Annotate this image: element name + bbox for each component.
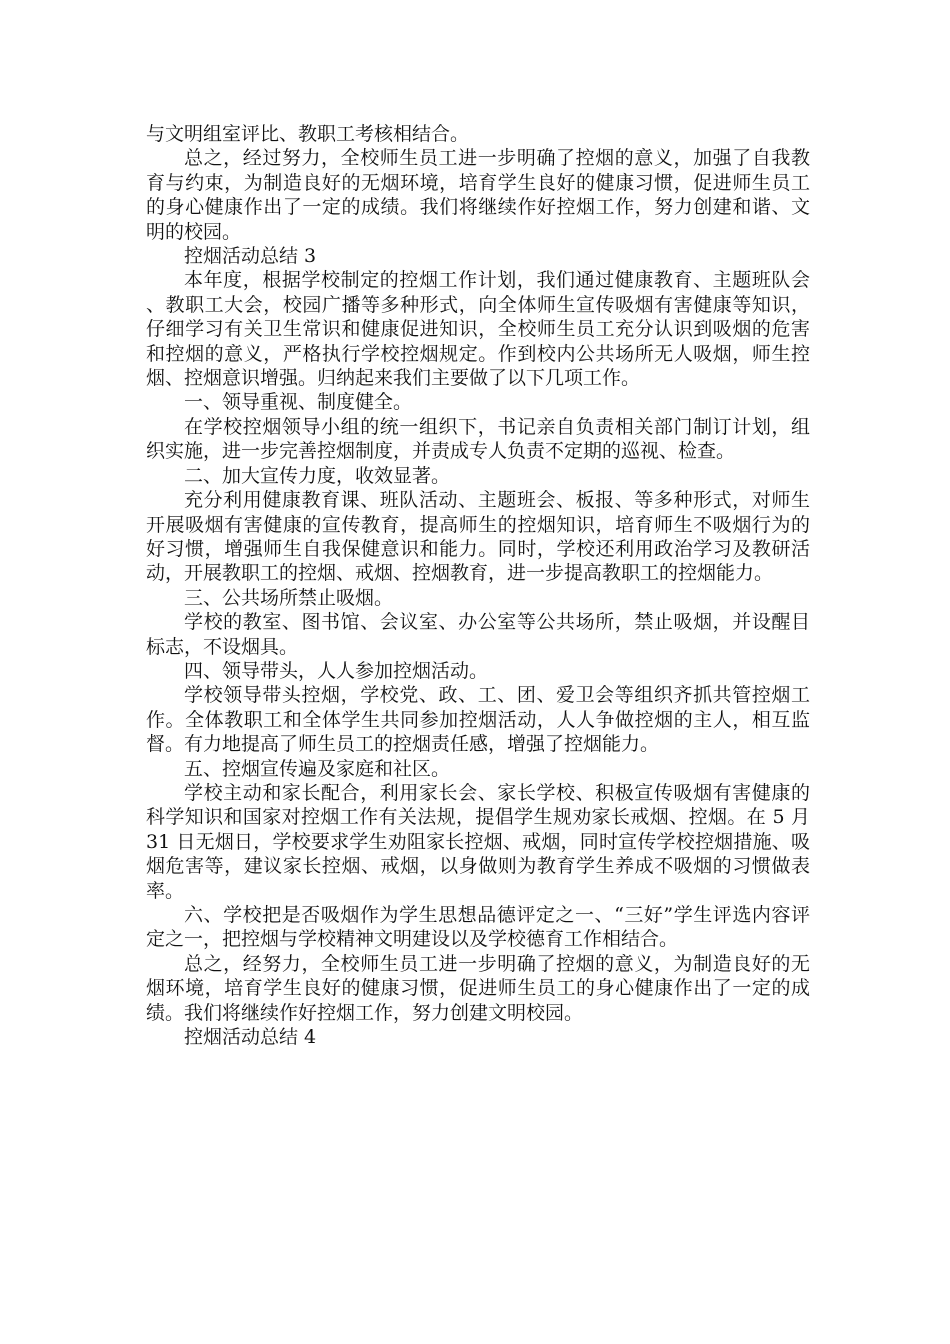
paragraph-item-2: 充分利用健康教育课、班队活动、主题班会、板报、等多种形式，对师生开展吸烟有害健康的宣传教育，提高师生的控烟知识，培育师生不吸烟行为的好习惯，增强师生自我保健意识和能力。同时，学校还利用政治学习及教研活动，开展教职工的控烟、戒烟、控烟教育，进一步提高教职工的控烟能力。 xyxy=(146,489,810,585)
paragraph-item-5: 学校主动和家长配合，利用家长会、家长学校、积极宣传吸烟有害健康的科学知识和国家对控烟工作有关法规，提倡学生规劝家长戒烟、控烟。在 5 月 31 日无烟日，学校要求学生劝阻家长控烟、戒烟，同时宣传学校控烟措施、吸烟危害等，建议家长控烟、戒烟，以身做则为教育学生养成不吸烟的习惯做表率。 xyxy=(146,781,810,902)
paragraph-summary-2: 总之，经努力，全校师生员工进一步明确了控烟的意义，为制造良好的无烟环境，培育学生良好的健康习惯，促进师生员工的身心健康作出了一定的成绩。我们将继续作好控烟工作，努力创建文明校园。 xyxy=(146,952,810,1024)
section-heading-summary-3: 控烟活动总结 3 xyxy=(184,245,317,268)
item-heading-5: 五、控烟宣传遍及家庭和社区。 xyxy=(184,757,451,780)
paragraph-continuation: 与文明组室评比、教职工考核相结合。 xyxy=(146,123,470,145)
paragraph-item-3: 学校的教室、图书馆、会议室、办公室等公共场所，禁止吸烟，并设醒目标志，不设烟具。 xyxy=(146,611,810,658)
paragraph-intro: 本年度，根据学校制定的控烟工作计划，我们通过健康教育、主题班队会、教职工大会，校园广播等多种形式，向全体师生宣传吸烟有害健康等知识，仔细学习有关卫生常识和健康促进知识，全校师生员工充分认识到吸烟的危害和控烟的意义，严格执行学校控烟规定。作到校内公共场所无人吸烟，师生控烟、控烟意识增强。归纳起来我们主要做了以下几项工作。 xyxy=(146,269,810,390)
document-body xyxy=(146,122,810,1049)
item-heading-3: 三、公共场所禁止吸烟。 xyxy=(184,586,394,609)
section-heading-summary-4: 控烟活动总结 4 xyxy=(184,1026,317,1049)
item-heading-2: 二、加大宣传力度，收效显著。 xyxy=(184,464,451,487)
item-heading-1: 一、领导重视、制度健全。 xyxy=(184,391,413,414)
item-heading-4: 四、领导带头，人人参加控烟活动。 xyxy=(184,659,489,682)
paragraph-summary-1: 总之，经过努力，全校师生员工进一步明确了控烟的意义，加强了自我教育与约束，为制造良好的无烟环境，培育学生良好的健康习惯，促进师生员工的身心健康作出了一定的成绩。我们将继续作好控烟工作，努力创建和谐、文明的校园。 xyxy=(146,147,810,243)
paragraph-item-1: 在学校控烟领导小组的统一组织下，书记亲自负责相关部门制订计划，组织实施，进一步完善控烟制度，并责成专人负责不定期的巡视、检查。 xyxy=(146,415,810,463)
paragraph-item-4: 学校领导带头控烟，学校党、政、工、团、爱卫会等组织齐抓共管控烟工作。全体教职工和全体学生共同参加控烟活动，人人争做控烟的主人，相互监督。有力地提高了师生员工的控烟责任感，增强了控烟能力。 xyxy=(146,684,810,756)
paragraph-item-6: 六、学校把是否吸烟作为学生思想品德评定之一、“三好”学生评选内容评定之一，把控烟与学校精神文明建设以及学校德育工作相结合。 xyxy=(146,904,810,951)
